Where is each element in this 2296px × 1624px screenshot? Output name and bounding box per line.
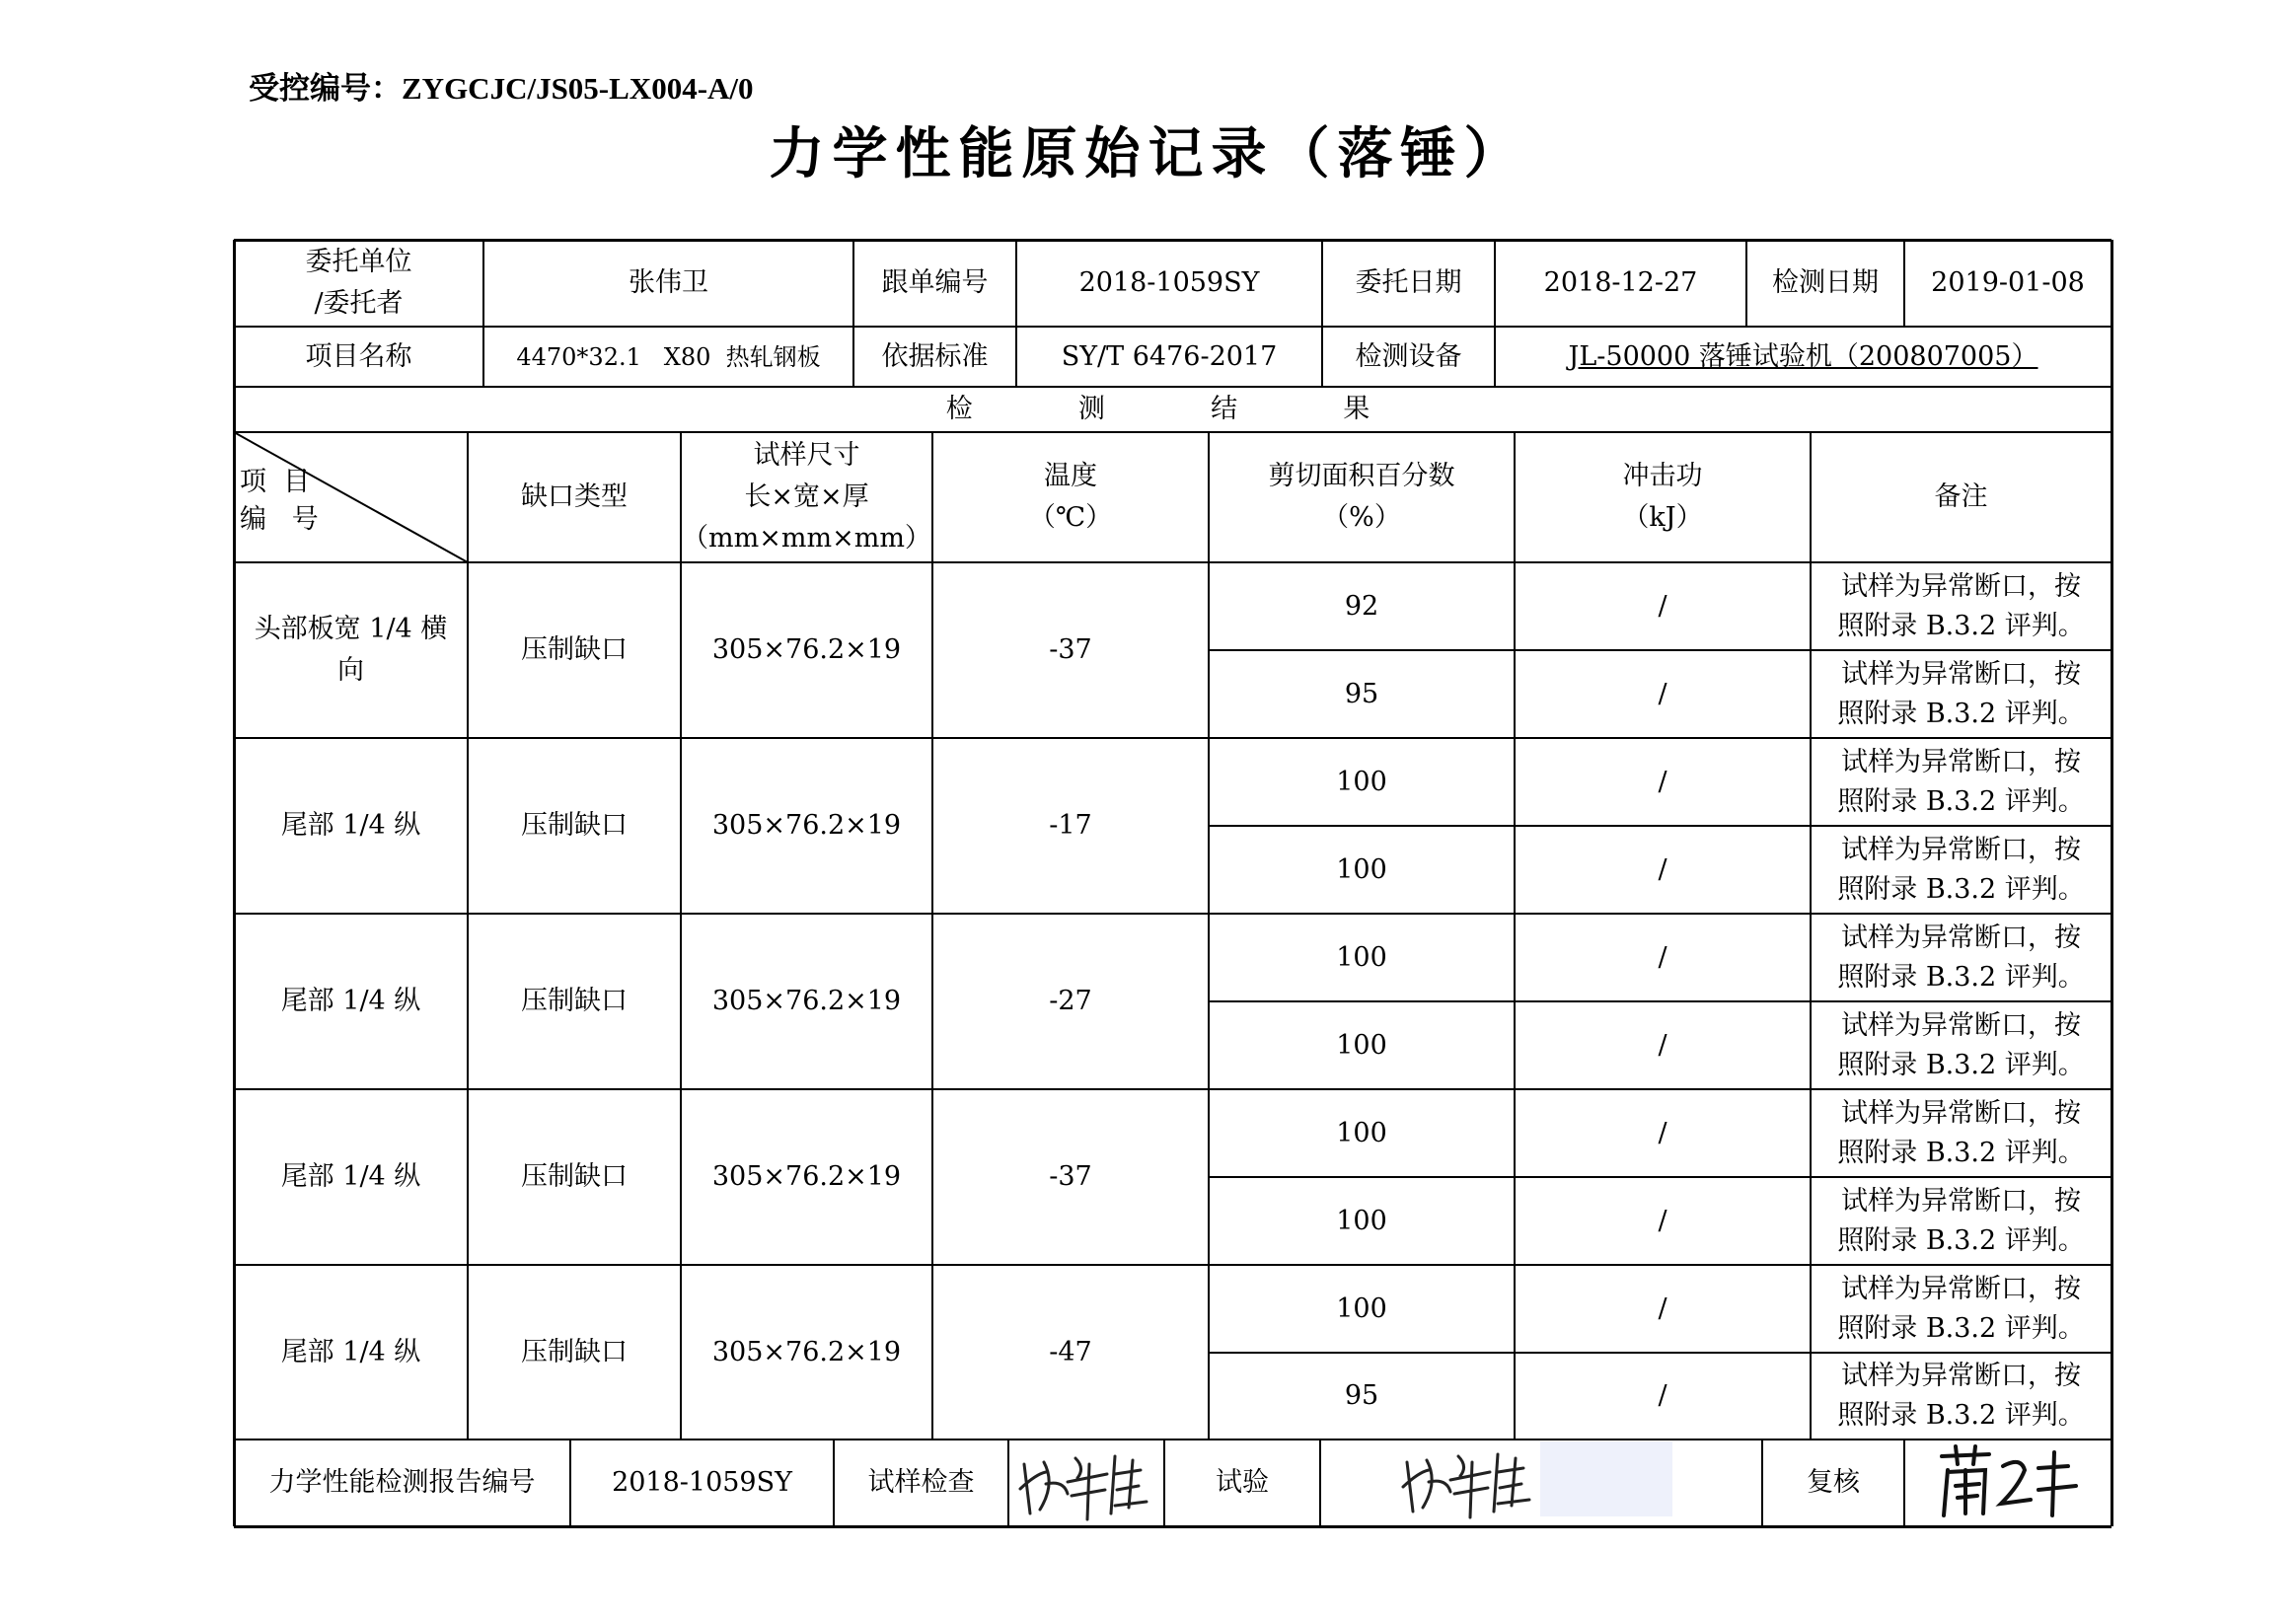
standard-value: SY/T 6476-2017	[1061, 340, 1278, 372]
entrust-date-label: 委托日期	[1355, 267, 1462, 298]
remark-cell: 试样为异常断口，按 照附录 B.3.2 评判。	[1837, 1273, 2085, 1344]
report-no-value: 2018-1059SY	[612, 1467, 792, 1498]
shear-cell: 100	[1336, 1292, 1387, 1324]
shear-cell: 92	[1344, 590, 1379, 622]
notch-cell: 压制缺口	[521, 1161, 628, 1192]
results-section-title: 检 测 结 果	[945, 394, 1400, 424]
remark-cell: 试样为异常断口，按 照附录 B.3.2 评判。	[1837, 834, 2085, 905]
review-label: 复核	[1807, 1467, 1860, 1498]
remark-cell: 试样为异常断口，按 照附录 B.3.2 评判。	[1837, 1097, 2085, 1168]
energy-cell: /	[1658, 853, 1667, 885]
energy-cell: /	[1658, 1117, 1667, 1148]
shear-cell: 100	[1336, 1117, 1387, 1148]
remark-cell: 试样为异常断口，按 照附录 B.3.2 评判。	[1837, 1185, 2085, 1256]
remark-cell: 试样为异常断口，按 照附录 B.3.2 评判。	[1837, 1361, 2085, 1431]
shear-cell: 95	[1344, 1380, 1379, 1411]
test-date-label: 检测日期	[1772, 267, 1879, 298]
energy-cell: /	[1658, 1292, 1667, 1324]
shear-cell: 100	[1336, 766, 1387, 797]
tracking-label: 跟单编号	[881, 267, 989, 298]
shear-cell: 100	[1336, 1029, 1387, 1061]
size-cell: 305×76.2×19	[711, 810, 902, 841]
client-value: 张伟卫	[629, 267, 708, 298]
remark-cell: 试样为异常断口，按 照附录 B.3.2 评判。	[1837, 658, 2085, 729]
project-value: 4470*32.1 X80 热轧钢板	[516, 342, 821, 371]
redaction-block	[1540, 1441, 1672, 1516]
standard-label: 依据标准	[881, 340, 989, 372]
item-cell: 尾部 1/4 纵	[280, 1161, 421, 1192]
tracking-value: 2018-1059SY	[1078, 267, 1260, 298]
reviewer-signature	[1936, 1442, 2084, 1521]
remark-header: 备注	[1934, 481, 1988, 512]
size-cell: 305×76.2×19	[711, 986, 902, 1016]
test-label: 试验	[1216, 1467, 1269, 1498]
temp-header: 温度 （℃）	[1028, 461, 1113, 533]
temp-cell: -17	[1049, 810, 1092, 841]
report-no-label: 力学性能检测报告编号	[268, 1467, 536, 1498]
temp-cell: -47	[1049, 1336, 1092, 1367]
item-cell: 尾部 1/4 纵	[280, 986, 421, 1016]
temp-cell: -27	[1049, 986, 1092, 1016]
item-header-bottom: 编 号	[240, 504, 319, 535]
item-header-top: 项 目	[240, 467, 311, 497]
test-date-value: 2019-01-08	[1931, 267, 2085, 298]
sample-check-label: 试样检查	[867, 1467, 975, 1498]
equipment-value: JL-50000 落锤试验机（200807005）	[1568, 340, 2038, 372]
remark-cell: 试样为异常断口，按 照附录 B.3.2 评判。	[1837, 922, 2085, 993]
item-cell: 尾部 1/4 纵	[280, 810, 421, 841]
notch-cell: 压制缺口	[521, 810, 628, 841]
remark-cell: 试样为异常断口，按 照附录 B.3.2 评判。	[1837, 1009, 2085, 1080]
energy-header: 冲击功 （kJ）	[1622, 461, 1703, 533]
energy-cell: /	[1658, 1380, 1667, 1411]
project-label: 项目名称	[305, 340, 412, 372]
notch-cell: 压制缺口	[521, 634, 628, 665]
remark-cell: 试样为异常断口，按 照附录 B.3.2 评判。	[1837, 746, 2085, 817]
notch-cell: 压制缺口	[521, 1336, 628, 1367]
shear-cell: 100	[1336, 1205, 1387, 1236]
control-number: 受控编号：ZYGCJC/JS05-LX004-A/0	[249, 71, 754, 106]
equipment-label: 检测设备	[1355, 340, 1462, 372]
size-cell: 305×76.2×19	[711, 1336, 902, 1367]
item-cell: 尾部 1/4 纵	[280, 1336, 421, 1367]
item-cell: 头部板宽 1/4 横 向	[254, 614, 448, 686]
energy-cell: /	[1658, 1205, 1667, 1236]
energy-cell: /	[1658, 678, 1667, 709]
energy-cell: /	[1658, 590, 1667, 622]
size-cell: 305×76.2×19	[711, 1161, 902, 1192]
client-label: 委托单位 /委托者	[305, 247, 412, 319]
temp-cell: -37	[1049, 1161, 1092, 1192]
shear-header: 剪切面积百分数 （%）	[1268, 461, 1455, 533]
tester-signature	[1399, 1442, 1537, 1521]
shear-cell: 100	[1336, 941, 1387, 973]
entrust-date-value: 2018-12-27	[1543, 267, 1698, 298]
energy-cell: /	[1658, 766, 1667, 797]
energy-cell: /	[1658, 941, 1667, 973]
notch-cell: 压制缺口	[521, 986, 628, 1016]
notch-header: 缺口类型	[521, 481, 628, 512]
sample-check-signature	[1016, 1444, 1154, 1523]
shear-cell: 95	[1344, 678, 1379, 709]
temp-cell: -37	[1049, 634, 1092, 665]
shear-cell: 100	[1336, 853, 1387, 885]
size-header: 试样尺寸 长×宽×厚 （mm×mm×mm）	[682, 440, 931, 554]
size-cell: 305×76.2×19	[711, 634, 902, 665]
document-title: 力学性能原始记录（落锤）	[769, 122, 1527, 186]
energy-cell: /	[1658, 1029, 1667, 1061]
remark-cell: 试样为异常断口，按 照附录 B.3.2 评判。	[1837, 570, 2085, 641]
